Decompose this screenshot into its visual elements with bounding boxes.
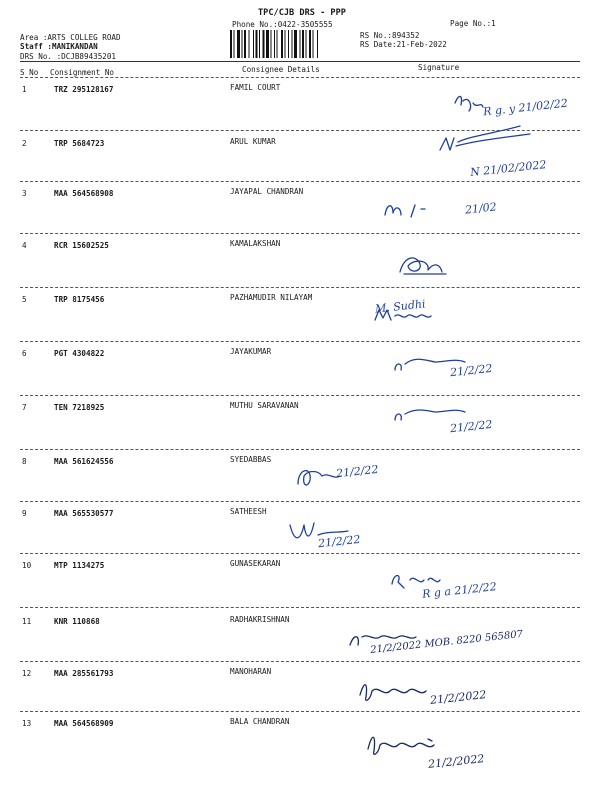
signature-handwritten-text: 21/2/22 [449, 361, 493, 380]
signature [368, 727, 488, 771]
consignment-number: TRZ 295128167 [54, 85, 114, 94]
row-divider [20, 661, 580, 662]
consignment-number: PGT 4304822 [54, 349, 105, 358]
consignment-number: MTP 1134275 [54, 561, 105, 570]
consignee-name: JAYAKUMAR [230, 347, 272, 356]
row-divider [20, 181, 580, 182]
column-consignment: Consignment No [50, 68, 115, 77]
serial-number: 8 [22, 457, 27, 466]
row-divider [20, 449, 580, 450]
consignee-name: ARUL KUMAR [230, 137, 276, 146]
serial-number: 10 [22, 561, 32, 570]
signature [350, 625, 524, 669]
consignee-name: SYEDABBAS [230, 455, 272, 464]
table-row [0, 189, 600, 247]
consignment-number: MAA 565530577 [54, 509, 114, 518]
consignment-number: MAA 564568909 [54, 719, 114, 728]
table-row [0, 295, 600, 353]
serial-number: 11 [22, 617, 32, 626]
signature-handwritten-text: R g. y 21/02/22 [482, 96, 569, 119]
column-signature: Signature [418, 63, 460, 72]
signature-handwritten-text: 21/02 [464, 200, 498, 217]
signature [298, 460, 418, 504]
signature-handwritten-text: 21/2/2022 [429, 688, 487, 707]
signature [392, 564, 512, 608]
row-divider [20, 341, 580, 342]
row-divider [20, 395, 580, 396]
consignee-name: BALA CHANDRAN [230, 717, 290, 726]
serial-number: 5 [22, 295, 27, 304]
barcode [230, 30, 355, 58]
consignee-name: FAMIL COURT [230, 83, 281, 92]
consignee-name: GUNASEKARAN [230, 559, 281, 568]
column-sno: S No [20, 68, 39, 77]
consignment-number: RCR 15602525 [54, 241, 109, 250]
area-field: Area :ARTS COLLEG ROAD [20, 33, 121, 42]
consignment-number: TEN 7218925 [54, 403, 105, 412]
table-row [0, 617, 600, 675]
table-row [0, 719, 600, 777]
consignment-number: MAA 561624556 [54, 457, 114, 466]
serial-number: 4 [22, 241, 27, 250]
signature-handwritten-text: 21/2/2022 [427, 752, 485, 771]
signature-handwritten-text: 21/2/22 [317, 532, 361, 551]
header-divider [20, 61, 580, 62]
row-divider [20, 233, 580, 234]
signature [440, 130, 560, 179]
signature [455, 87, 575, 131]
signature [374, 297, 495, 344]
serial-number: 1 [22, 85, 27, 94]
signature-handwritten-text: 21/2/22 [449, 417, 493, 436]
signature [395, 350, 515, 394]
row-divider [20, 711, 580, 712]
signature [360, 675, 487, 719]
signature-handwritten-text: 21/2/2022 MOB. 8220 565807 [369, 629, 524, 656]
consignment-number: MAA 285561793 [54, 669, 114, 678]
serial-number: 13 [22, 719, 32, 728]
rs-date: RS Date:21-Feb-2022 [360, 40, 447, 49]
column-consignee: Consignee Details [242, 65, 320, 74]
consignment-number: KNR 110868 [54, 617, 100, 626]
consignee-name: SATHEESH [230, 507, 267, 516]
phone-number: Phone No.:0422-3505555 [232, 20, 333, 29]
column-header-divider [20, 77, 580, 78]
consignment-number: TRP 8175456 [54, 295, 105, 304]
serial-number: 6 [22, 349, 27, 358]
serial-number: 2 [22, 139, 27, 148]
signature [395, 400, 515, 444]
page-number: Page No.:1 [450, 19, 496, 28]
signature-handwritten-text: R g a 21/2/22 [421, 580, 498, 601]
consignee-name: PAZHAMUDIR NILAYAM [230, 293, 313, 302]
signature-handwritten-text: 21/2/22 [335, 462, 379, 481]
consignment-number: MAA 564568908 [54, 189, 114, 198]
consignee-name: JAYAPAL CHANDRAN [230, 187, 304, 196]
serial-number: 3 [22, 189, 27, 198]
consignee-name: KAMALAKSHAN [230, 239, 281, 248]
signature-handwritten-text: M. Sudhi [374, 297, 427, 316]
consignment-number: TRP 5684723 [54, 139, 105, 148]
document-title: TPC/CJB DRS - PPP [258, 8, 346, 18]
consignee-name: MUTHU SARAVANAN [230, 401, 299, 410]
consignee-name: RADHAKRISHNAN [230, 615, 290, 624]
serial-number: 7 [22, 403, 27, 412]
row-divider [20, 553, 580, 554]
row-divider [20, 607, 580, 608]
consignee-name: MANOHARAN [230, 667, 272, 676]
drs-number: DRS No. :DCJB89435201 [20, 52, 117, 61]
signature-scribble [400, 250, 520, 290]
rs-number: RS No.:894352 [360, 31, 420, 40]
row-divider [20, 501, 580, 502]
serial-number: 9 [22, 509, 27, 518]
row-divider [20, 287, 580, 288]
serial-number: 12 [22, 669, 32, 678]
staff-field: Staff :MANIKANDAN [20, 42, 98, 51]
signature-handwritten-text: N 21/02/2022 [469, 158, 548, 179]
